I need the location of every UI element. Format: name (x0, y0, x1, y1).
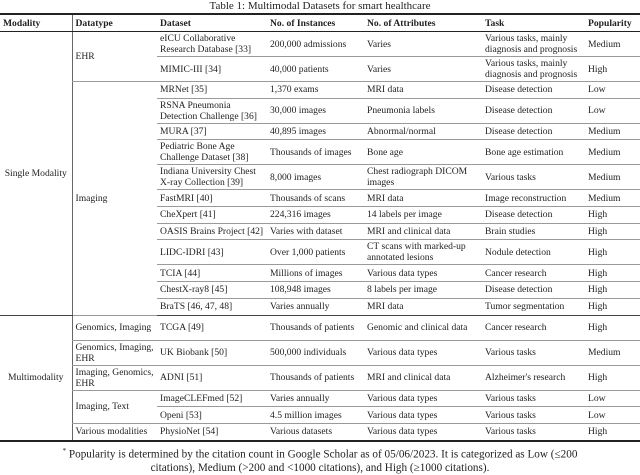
task-cell: Cancer research (482, 315, 585, 340)
popularity-cell: Medium (585, 140, 640, 165)
instances-cell: Varies with dataset (267, 223, 364, 240)
dataset-cell: TCIA [44] (157, 265, 267, 282)
attributes-cell: 14 labels per image (364, 207, 482, 224)
task-cell: Various tasks (482, 390, 585, 407)
modality-cell: Single Modality (0, 32, 72, 316)
instances-cell: Thousands of images (267, 140, 364, 165)
task-cell: Brain studies (482, 223, 585, 240)
dataset-cell: FastMRI [40] (157, 190, 267, 207)
instances-cell: 108,948 images (267, 282, 364, 299)
attributes-cell: Genomic and clinical data (364, 315, 482, 340)
task-cell: Bone age estimation (482, 140, 585, 165)
dataset-cell: eICU Collaborative Research Database [33] (157, 32, 267, 57)
table-row (0, 365, 640, 390)
dataset-cell: Indiana University Chest X-ray Collection [39] (157, 165, 267, 190)
dataset-cell: ChestX-ray8 [45] (157, 282, 267, 299)
attributes-cell: MRI and clinical data (364, 365, 482, 390)
attributes-cell: Abnormal/normal (364, 123, 482, 140)
footnote (0, 444, 640, 475)
attributes-cell: Bone age (364, 140, 482, 165)
group-multimodality (0, 315, 640, 441)
instances-cell: 1,370 exams (267, 82, 364, 99)
datatype-cell: Imaging, Genomics, EHR (72, 365, 157, 390)
task-cell: Various tasks (482, 165, 585, 190)
popularity-cell: Medium (585, 32, 640, 57)
attributes-cell: Varies (364, 57, 482, 82)
dataset-cell: MRNet [35] (157, 82, 267, 99)
task-cell: Disease detection (482, 207, 585, 224)
task-cell: Disease detection (482, 282, 585, 299)
table-row (0, 315, 640, 340)
task-cell: Disease detection (482, 123, 585, 140)
header-modality: Modality (0, 14, 72, 32)
attributes-cell: Varies (364, 32, 482, 57)
task-cell: Disease detection (482, 98, 585, 123)
task-cell: Disease detection (482, 82, 585, 99)
dataset-cell: RSNA Pneumonia Detection Challenge [36] (157, 98, 267, 123)
task-cell: Alzheimer's research (482, 365, 585, 390)
header-task: Task (482, 14, 585, 32)
popularity-cell: Medium (585, 123, 640, 140)
attributes-cell: Various data types (364, 390, 482, 407)
task-cell: Various tasks (482, 423, 585, 440)
dataset-cell: OASIS Brains Project [42] (157, 223, 267, 240)
datatype-cell: Genomics, Imaging (72, 315, 157, 340)
datatype-cell: EHR (72, 32, 157, 82)
dataset-cell: CheXpert [41] (157, 207, 267, 224)
popularity-cell: Low (585, 390, 640, 407)
instances-cell: Varies annually (267, 298, 364, 315)
header-attributes: No. of Attributes (364, 14, 482, 32)
instances-cell: Thousands of scans (267, 190, 364, 207)
instances-cell: Thousands of patients (267, 365, 364, 390)
header-popularity: Popularity (585, 14, 640, 32)
instances-cell: 8,000 images (267, 165, 364, 190)
attributes-cell: CT scans with marked-up annotated lesions (364, 240, 482, 265)
popularity-cell: High (585, 365, 640, 390)
table-row (0, 423, 640, 440)
datatype-cell: Various modalities (72, 423, 157, 440)
table-row (0, 340, 640, 365)
instances-cell: 4.5 million images (267, 407, 364, 424)
popularity-cell: Medium (585, 340, 640, 365)
header-dataset: Dataset (157, 14, 267, 32)
table-row (0, 390, 640, 407)
attributes-cell: MRI data (364, 298, 482, 315)
dataset-cell: LIDC-IDRI [43] (157, 240, 267, 265)
instances-cell: Varies annually (267, 390, 364, 407)
dataset-cell: MURA [37] (157, 123, 267, 140)
task-cell: Cancer research (482, 265, 585, 282)
attributes-cell: 8 labels per image (364, 282, 482, 299)
task-cell: Nodule detection (482, 240, 585, 265)
instances-cell: 200,000 admissions (267, 32, 364, 57)
popularity-cell: High (585, 423, 640, 440)
popularity-cell: High (585, 298, 640, 315)
attributes-cell: Various data types (364, 340, 482, 365)
modality-cell: Multimodality (0, 315, 72, 441)
footnote-marker: * (62, 446, 67, 455)
popularity-cell: High (585, 240, 640, 265)
datatype-cell: Genomics, Imaging, EHR (72, 340, 157, 365)
footnote-line-1: Popularity is determined by the citation count in Google Scholar as of 05/06/2023. It is categorized as Low (≤200 (68, 448, 578, 461)
popularity-cell: High (585, 223, 640, 240)
popularity-cell: High (585, 207, 640, 224)
popularity-cell: Low (585, 82, 640, 99)
datatype-cell: Imaging, Text (72, 390, 157, 423)
dataset-cell: MIMIC-III [34] (157, 57, 267, 82)
attributes-cell: MRI data (364, 190, 482, 207)
instances-cell: Over 1,000 patients (267, 240, 364, 265)
popularity-cell: High (585, 282, 640, 299)
dataset-cell: ImageCLEFmed [52] (157, 390, 267, 407)
task-cell: Various tasks (482, 340, 585, 365)
popularity-cell: High (585, 315, 640, 340)
datasets-table (0, 13, 640, 442)
instances-cell: 30,000 images (267, 98, 364, 123)
table-row (0, 32, 640, 57)
dataset-cell: Openi [53] (157, 407, 267, 424)
instances-cell: 40,000 patients (267, 57, 364, 82)
dataset-cell: TCGA [49] (157, 315, 267, 340)
instances-cell: Millions of images (267, 265, 364, 282)
dataset-cell: ADNI [51] (157, 365, 267, 390)
task-cell: Various tasks, mainly diagnosis and prognosis (482, 57, 585, 82)
dataset-cell: Pediatric Bone Age Challenge Dataset [38] (157, 140, 267, 165)
instances-cell: 500,000 individuals (267, 340, 364, 365)
popularity-cell: Medium (585, 165, 640, 190)
task-cell: Various tasks, mainly diagnosis and prognosis (482, 32, 585, 57)
table-caption: Table 1: Multimodal Datasets for smart healthcare (209, 0, 431, 12)
attributes-cell: Various data types (364, 407, 482, 424)
dataset-cell: UK Biobank [50] (157, 340, 267, 365)
task-cell: Image reconstruction (482, 190, 585, 207)
attributes-cell: Chest radiograph DICOM images (364, 165, 482, 190)
task-cell: Tumor segmentation (482, 298, 585, 315)
attributes-cell: Various data types (364, 423, 482, 440)
dataset-cell: PhysioNet [54] (157, 423, 267, 440)
task-cell: Various tasks (482, 407, 585, 424)
header-row (0, 14, 640, 32)
attributes-cell: Various data types (364, 265, 482, 282)
instances-cell: Thousands of patients (267, 315, 364, 340)
popularity-cell: Low (585, 98, 640, 123)
popularity-cell: High (585, 57, 640, 82)
popularity-cell: Low (585, 407, 640, 424)
instances-cell: 40,895 images (267, 123, 364, 140)
attributes-cell: MRI and clinical data (364, 223, 482, 240)
popularity-cell: High (585, 265, 640, 282)
datatype-cell: Imaging (72, 82, 157, 316)
header-datatype: Datatype (72, 14, 157, 32)
header-instances: No. of Instances (267, 14, 364, 32)
group-single-modality (0, 32, 640, 316)
instances-cell: Various datasets (267, 423, 364, 440)
attributes-cell: Pneumonia labels (364, 98, 482, 123)
popularity-cell: Medium (585, 190, 640, 207)
footnote-line-2: citations), Medium (>200 and <1000 citations), and High (≥1000 citations). (150, 462, 490, 475)
dataset-cell: BraTS [46, 47, 48] (157, 298, 267, 315)
instances-cell: 224,316 images (267, 207, 364, 224)
attributes-cell: MRI data (364, 82, 482, 99)
table-row (0, 82, 640, 99)
